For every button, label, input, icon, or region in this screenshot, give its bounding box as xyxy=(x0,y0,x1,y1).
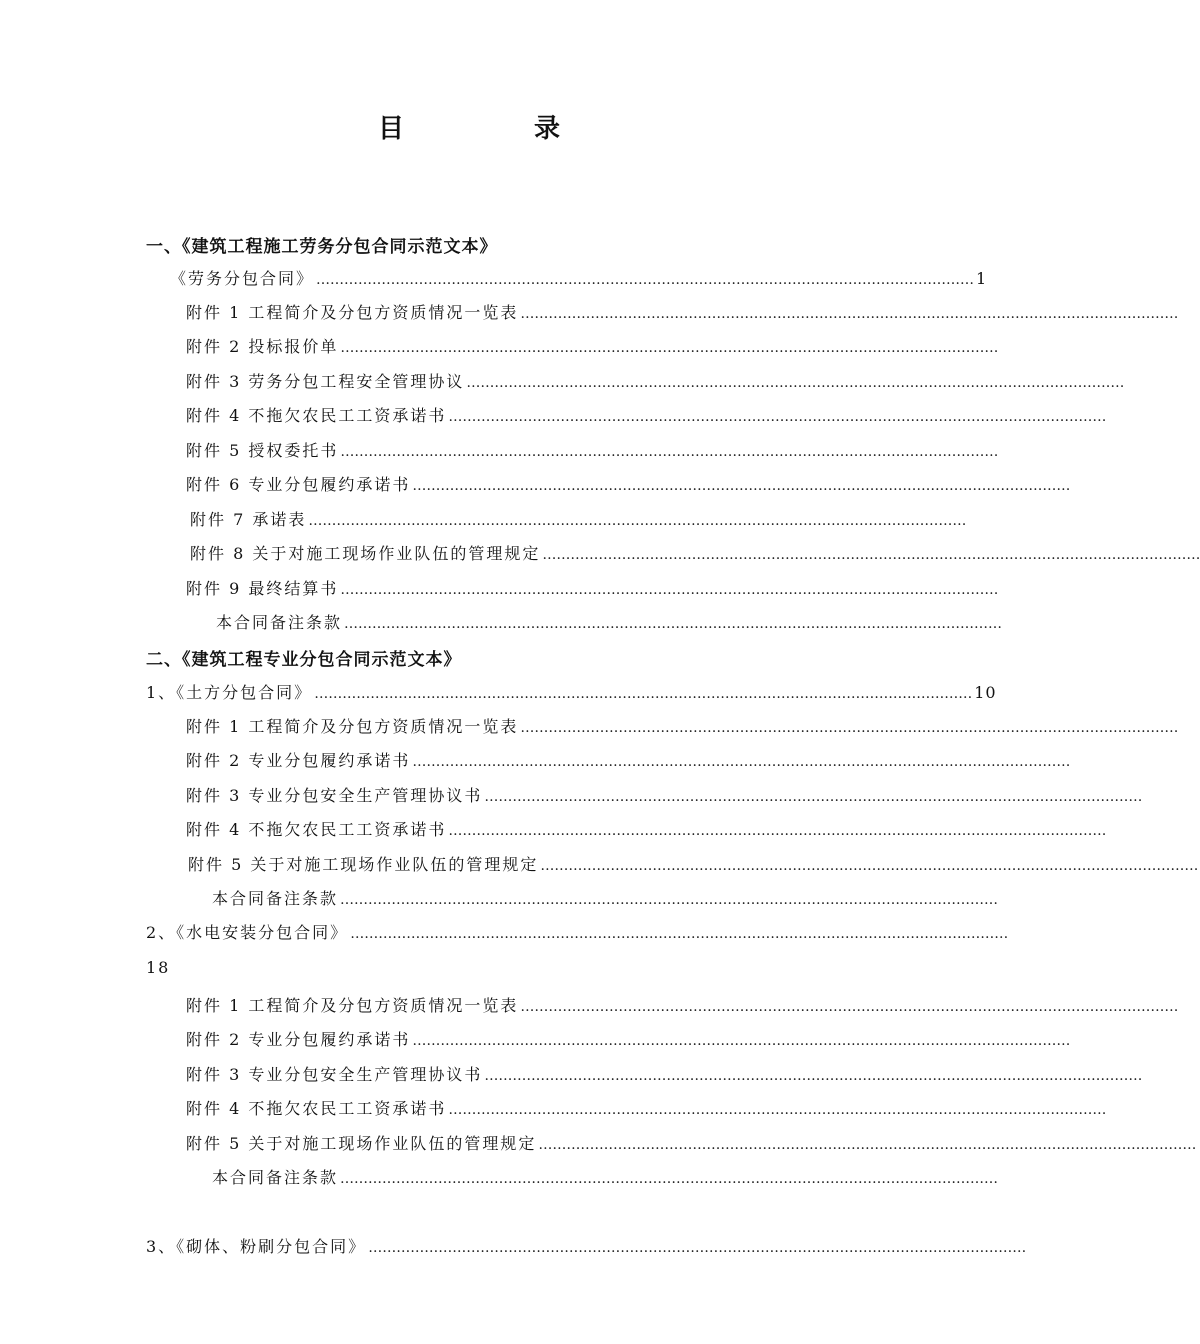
toc-entry-title: 附件 2 专业分包履约承诺书 xyxy=(186,1030,411,1049)
toc-entry[interactable] xyxy=(186,576,999,599)
leader-dots: …………………………………………………………………………………………………………………………… xyxy=(340,340,999,356)
toc-entry[interactable] xyxy=(186,817,1107,840)
leader-dots: …………………………………………………………………………………………………………………………… xyxy=(314,686,973,702)
leader-dots: …………………………………………………………………………………………………………………………… xyxy=(340,892,999,908)
toc-entry-title: 附件 5 关于对施工现场作业队伍的管理规定 xyxy=(188,855,539,874)
leader-dots: …………………………………………………………………………………………………………………………… xyxy=(308,513,967,529)
toc-entry[interactable] xyxy=(186,714,1179,737)
toc-entry-title: 附件 3 专业分包安全生产管理协议书 xyxy=(186,786,483,805)
section-heading-1 xyxy=(146,232,846,257)
toc-entry[interactable] xyxy=(188,852,1199,875)
page-number: 10 xyxy=(974,683,997,702)
toc-entry[interactable] xyxy=(186,1096,1107,1119)
leader-dots: …………………………………………………………………………………………………………………………… xyxy=(520,720,1179,736)
toc-entry-title: 附件 4 不拖欠农民工工资承诺书 xyxy=(186,1099,447,1118)
leader-dots: …………………………………………………………………………………………………………………………… xyxy=(316,272,975,288)
toc-entry-title: 本合同备注条款 xyxy=(212,1168,339,1187)
toc-entry-title: 附件 6 专业分包履约承诺书 xyxy=(186,475,411,494)
page-number: 18 xyxy=(146,958,171,977)
leader-dots: …………………………………………………………………………………………………………………………… xyxy=(448,1102,1107,1118)
toc-entry-title: 本合同备注条款 xyxy=(216,613,343,632)
toc-entry-title: 《劳务分包合同》 xyxy=(170,269,315,288)
toc-entry-title: 附件 5 关于对施工现场作业队伍的管理规定 xyxy=(186,1134,537,1153)
toc-entry[interactable] xyxy=(146,1234,1027,1257)
section-heading-text: 一、《建筑工程施工劳务分包合同示范文本》 xyxy=(146,237,498,257)
toc-entry-title: 本合同备注条款 xyxy=(212,889,339,908)
toc-entry-title: 附件 7 承诺表 xyxy=(190,510,307,529)
leader-dots: …………………………………………………………………………………………………………………………… xyxy=(368,1240,1027,1256)
toc-entry[interactable] xyxy=(186,993,1179,1016)
leader-dots: …………………………………………………………………………………………………………………………… xyxy=(466,375,1125,391)
toc-entry-title: 3、《砌体、粉刷分包合同》 xyxy=(146,1237,367,1256)
toc-entry-title: 附件 2 投标报价单 xyxy=(186,337,339,356)
toc-entry[interactable] xyxy=(212,886,999,909)
toc-entry-title: 附件 4 不拖欠农民工工资承诺书 xyxy=(186,820,447,839)
toc-entry-title: 附件 2 专业分包履约承诺书 xyxy=(186,751,411,770)
toc-entry[interactable] xyxy=(170,266,988,289)
page-title: 目 录 xyxy=(377,114,612,144)
leader-dots: …………………………………………………………………………………………………………………………… xyxy=(520,999,1179,1015)
toc-entry[interactable] xyxy=(190,541,1200,564)
section-heading-text: 二、《建筑工程专业分包合同示范文本》 xyxy=(146,650,462,670)
toc-entry[interactable] xyxy=(186,438,999,461)
leader-dots: …………………………………………………………………………………………………………………………… xyxy=(340,444,999,460)
toc-entry[interactable] xyxy=(216,610,1003,633)
leader-dots: …………………………………………………………………………………………………………………………… xyxy=(344,616,1003,632)
toc-entry-title: 附件 4 不拖欠农民工工资承诺书 xyxy=(186,406,447,425)
toc-entry-title: 附件 3 专业分包安全生产管理协议书 xyxy=(186,1065,483,1084)
leader-dots: …………………………………………………………………………………………………………………………… xyxy=(412,754,1071,770)
toc-entry[interactable] xyxy=(186,783,1143,806)
toc-entry[interactable] xyxy=(186,1131,1197,1154)
leader-dots: …………………………………………………………………………………………………………………………… xyxy=(542,547,1200,563)
toc-entry-title: 附件 1 工程简介及分包方资质情况一览表 xyxy=(186,717,519,736)
leader-dots: …………………………………………………………………………………………………………………………… xyxy=(520,306,1179,322)
toc-entry-title: 2、《水电安装分包合同》 xyxy=(146,923,349,942)
leader-dots: …………………………………………………………………………………………………………………………… xyxy=(340,1171,999,1187)
toc-entry[interactable] xyxy=(186,1062,1143,1085)
leader-dots: …………………………………………………………………………………………………………………………… xyxy=(484,789,1143,805)
toc-entry[interactable] xyxy=(146,920,1009,943)
toc-entry[interactable] xyxy=(186,369,1125,392)
toc-entry-title: 附件 5 授权委托书 xyxy=(186,441,339,460)
toc-entry[interactable] xyxy=(190,507,967,530)
leader-dots: …………………………………………………………………………………………………………………………… xyxy=(484,1068,1143,1084)
toc-entry-title: 附件 1 工程简介及分包方资质情况一览表 xyxy=(186,996,519,1015)
toc-entry-title: 附件 8 关于对施工现场作业队伍的管理规定 xyxy=(190,544,541,563)
toc-entry[interactable] xyxy=(146,680,997,703)
leader-dots: …………………………………………………………………………………………………………………………… xyxy=(540,858,1199,874)
leader-dots: …………………………………………………………………………………………………………………………… xyxy=(412,478,1071,494)
leader-dots: …………………………………………………………………………………………………………………………… xyxy=(538,1137,1197,1153)
section-heading-2 xyxy=(146,645,846,670)
toc-entry[interactable] xyxy=(186,334,999,357)
toc-entry-title: 1、《土方分包合同》 xyxy=(146,683,313,702)
leader-dots: …………………………………………………………………………………………………………………………… xyxy=(350,926,1009,942)
leader-dots: …………………………………………………………………………………………………………………………… xyxy=(448,823,1107,839)
page-number: 1 xyxy=(976,269,988,288)
toc-entry[interactable] xyxy=(186,403,1107,426)
toc-entry-title: 附件 9 最终结算书 xyxy=(186,579,339,598)
toc-entry[interactable] xyxy=(186,1027,1071,1050)
toc-entry[interactable] xyxy=(186,300,1179,323)
leader-dots: …………………………………………………………………………………………………………………………… xyxy=(412,1033,1071,1049)
toc-entry[interactable] xyxy=(186,748,1071,771)
page-number-wrapped xyxy=(146,958,346,977)
toc-entry[interactable] xyxy=(186,472,1071,495)
leader-dots: …………………………………………………………………………………………………………………………… xyxy=(340,582,999,598)
toc-entry-title: 附件 1 工程简介及分包方资质情况一览表 xyxy=(186,303,519,322)
leader-dots: …………………………………………………………………………………………………………………………… xyxy=(448,409,1107,425)
toc-entry[interactable] xyxy=(212,1165,999,1188)
toc-entry-title: 附件 3 劳务分包工程安全管理协议 xyxy=(186,372,465,391)
